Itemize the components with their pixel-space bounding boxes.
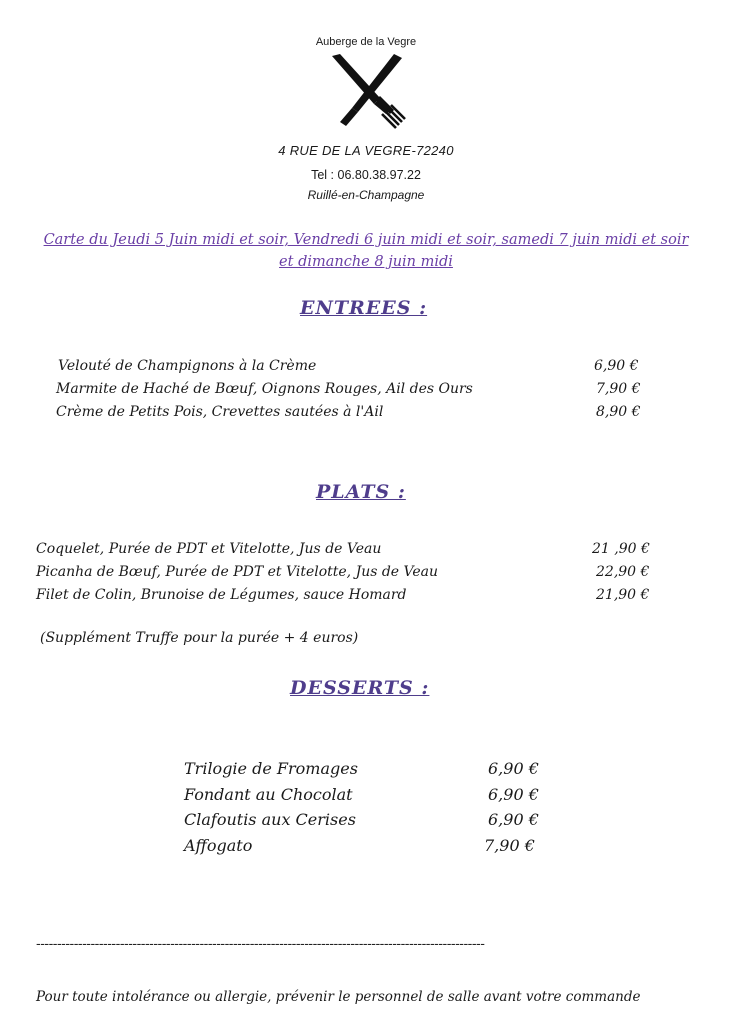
plat-item-name: Filet de Colin, Brunoise de Légumes, sauce Homard bbox=[36, 587, 407, 603]
separator-line: ----------------------------------------------------------------------------------------------------------- bbox=[36, 937, 485, 952]
truffle-supplement-note: (Supplément Truffe pour la purée + 4 euros) bbox=[40, 630, 359, 646]
plats-heading: PLATS : bbox=[316, 481, 406, 503]
telephone: Tel : 06.80.38.97.22 bbox=[311, 168, 421, 182]
dessert-item-name: Affogato bbox=[184, 836, 253, 855]
entree-item-price: 7,90 € bbox=[596, 381, 641, 397]
entree-item-name: Velouté de Champignons à la Crème bbox=[58, 358, 317, 374]
knife-fork-icon bbox=[328, 52, 410, 132]
dessert-item-price: 6,90 € bbox=[488, 785, 539, 804]
dessert-item-name: Fondant au Chocolat bbox=[184, 785, 353, 804]
desserts-heading: DESSERTS : bbox=[290, 677, 430, 699]
entree-item-price: 6,90 € bbox=[594, 358, 639, 374]
dessert-item-name: Trilogie de Fromages bbox=[184, 759, 358, 778]
menu-dates bbox=[30, 229, 702, 273]
entree-item-price: 8,90 € bbox=[596, 404, 641, 420]
entrees-heading: ENTREES : bbox=[300, 297, 428, 319]
dessert-item-price: 6,90 € bbox=[488, 759, 539, 778]
dessert-item-price: 6,90 € bbox=[488, 810, 539, 829]
plat-item-name: Picanha de Bœuf, Purée de PDT et Vitelotte, Jus de Veau bbox=[36, 564, 439, 580]
entree-item-name: Crème de Petits Pois, Crevettes sautées à l'Ail bbox=[56, 404, 384, 420]
plat-item-name: Coquelet, Purée de PDT et Vitelotte, Jus de Veau bbox=[36, 541, 382, 557]
address: 4 RUE DE LA VEGRE-72240 bbox=[278, 143, 454, 158]
restaurant-name: Auberge de la Vegre bbox=[315, 36, 417, 48]
town: Ruillé-en-Champagne bbox=[307, 188, 425, 202]
dessert-item-price: 7,90 € bbox=[484, 836, 535, 855]
plat-item-price: 21,90 € bbox=[596, 587, 650, 603]
plat-item-price: 21 ,90 € bbox=[592, 541, 650, 557]
entree-item-name: Marmite de Haché de Bœuf, Oignons Rouges, Ail des Ours bbox=[56, 381, 473, 397]
allergy-notice: Pour toute intolérance ou allergie, prévenir le personnel de salle avant votre commande bbox=[36, 989, 641, 1005]
menu-dates-line-2: et dimanche 8 juin midi bbox=[279, 254, 453, 270]
menu-dates-line-1: Carte du Jeudi 5 Juin midi et soir, Vendredi 6 juin midi et soir, samedi 7 juin midi et soir bbox=[43, 232, 689, 248]
plat-item-price: 22,90 € bbox=[596, 564, 650, 580]
dessert-item-name: Clafoutis aux Cerises bbox=[184, 810, 356, 829]
